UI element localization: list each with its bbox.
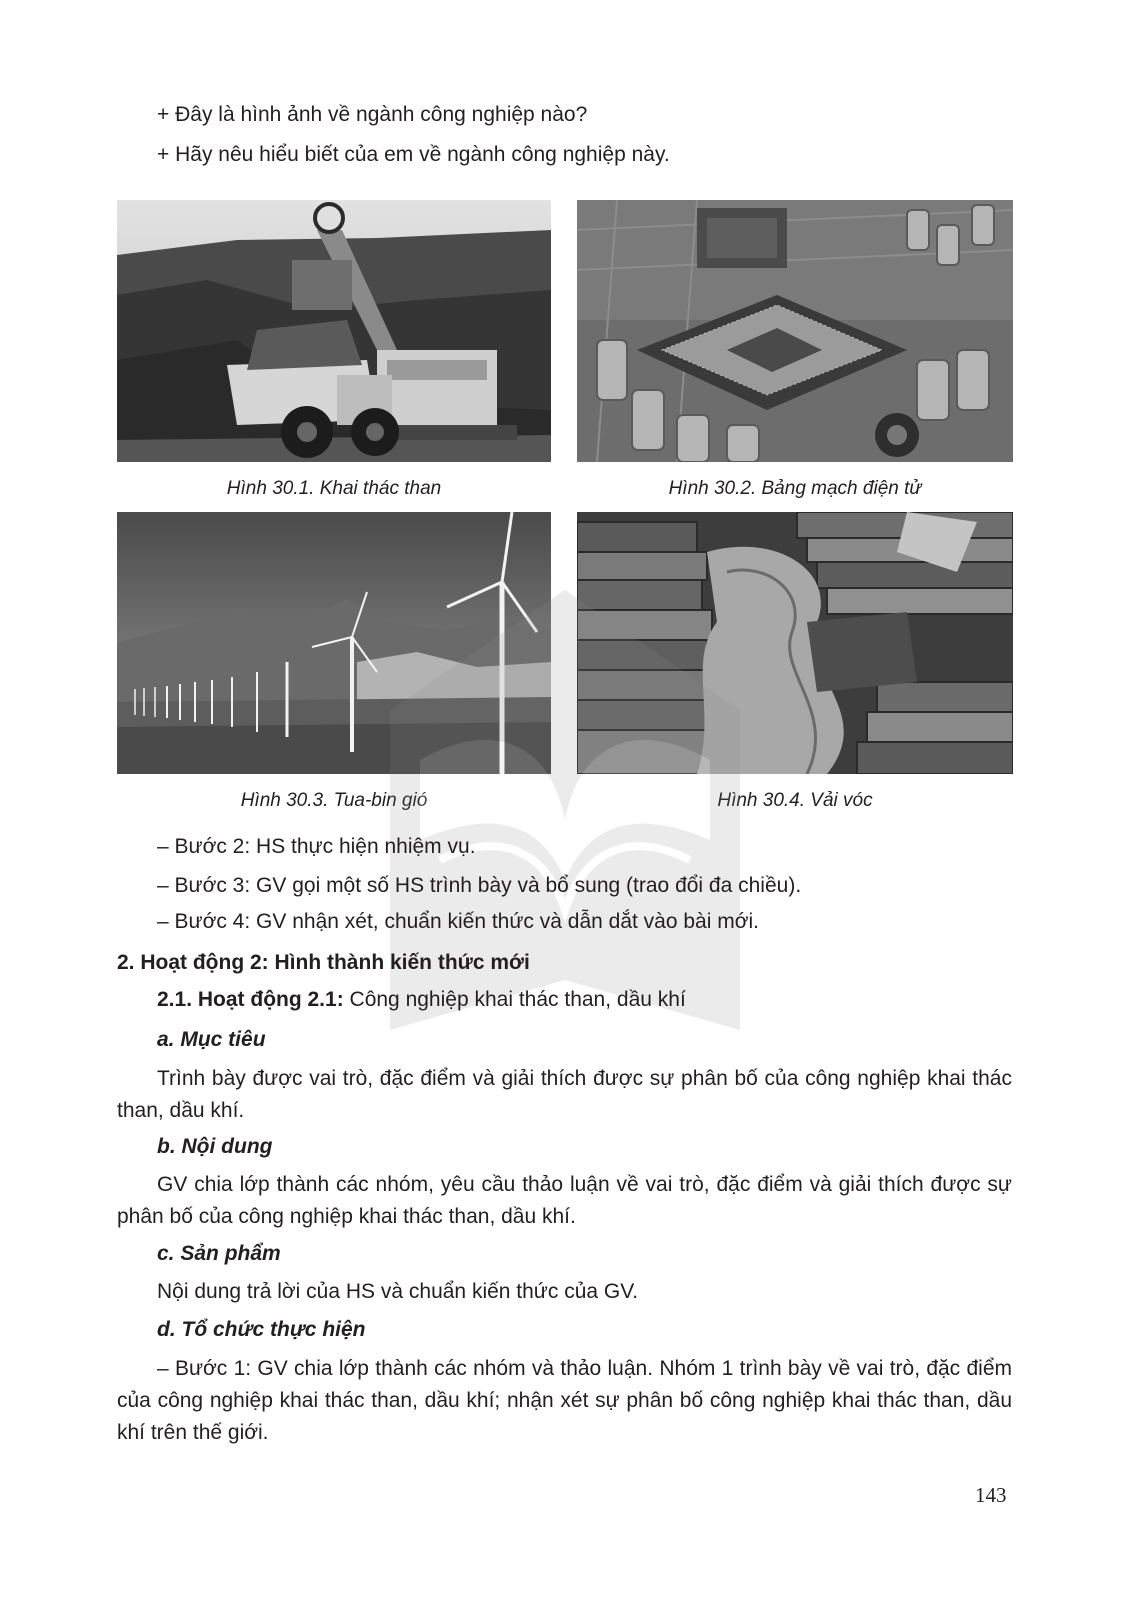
paragraph-a-objectives: Trình bày được vai trò, đặc điểm và giải thích được sự phân bố của công nghiệp khai thác than, dầu khí. <box>117 1067 1012 1122</box>
subsection-2-1-title: Công nghiệp khai thác than, dầu khí <box>343 988 686 1011</box>
figure-30-2-caption: Hình 30.2. Bảng mạch điện tử <box>668 478 922 499</box>
paragraph-c-product: Nội dung trả lời của HS và chuẩn kiến thức của GV. <box>157 1280 639 1303</box>
heading-d-implementation: d. Tổ chức thực hiện <box>157 1318 366 1341</box>
step-2: – Bước 2: HS thực hiện nhiệm vụ. <box>157 835 476 858</box>
heading-b-content: b. Nội dung <box>157 1135 273 1158</box>
figure-30-4-caption: Hình 30.4. Vải vóc <box>717 790 873 811</box>
section-2-heading: 2. Hoạt động 2: Hình thành kiến thức mới <box>117 951 530 974</box>
figure-30-3-caption: Hình 30.3. Tua-bin gió <box>240 790 428 811</box>
step-3: – Bước 3: GV gọi một số HS trình bày và bổ sung (trao đổi đa chiều). <box>157 874 802 897</box>
subsection-2-1 <box>157 985 686 1015</box>
question-1: + Đây là hình ảnh về ngành công nghiệp nào? <box>157 103 588 126</box>
paragraph-d-step-1: – Bước 1: GV chia lớp thành các nhóm và thảo luận. Nhóm 1 trình bày về vai trò, đặc điểm của công nghiệp khai thác than, dầu khí; nhận xét sự phân bố công nghiệp khai thác than, dầu khí trên thế giới. <box>117 1357 1012 1444</box>
figure-30-4-fabrics-photo <box>577 512 1013 774</box>
step-4: – Bước 4: GV nhận xét, chuẩn kiến thức và dẫn dắt vào bài mới. <box>157 910 759 933</box>
figure-30-3-wind-turbines-photo <box>117 512 551 774</box>
paragraph-b-content: GV chia lớp thành các nhóm, yêu cầu thảo luận về vai trò, đặc điểm và giải thích được sự phân bố của công nghiệp khai thác than, dầu khí. <box>117 1173 1012 1228</box>
figure-30-1-coal-mining-photo <box>117 200 551 462</box>
figure-30-1-caption: Hình 30.1. Khai thác than <box>226 478 442 499</box>
heading-c-product: c. Sản phẩm <box>157 1242 281 1265</box>
subsection-2-1-label: 2.1. Hoạt động 2.1: <box>157 988 344 1011</box>
question-2: + Hãy nêu hiểu biết của em về ngành công nghiệp này. <box>157 143 670 166</box>
heading-a-objectives: a. Mục tiêu <box>157 1028 266 1051</box>
figure-30-2-circuit-board-photo <box>577 200 1013 462</box>
page-number: 143 <box>975 1483 1007 1507</box>
